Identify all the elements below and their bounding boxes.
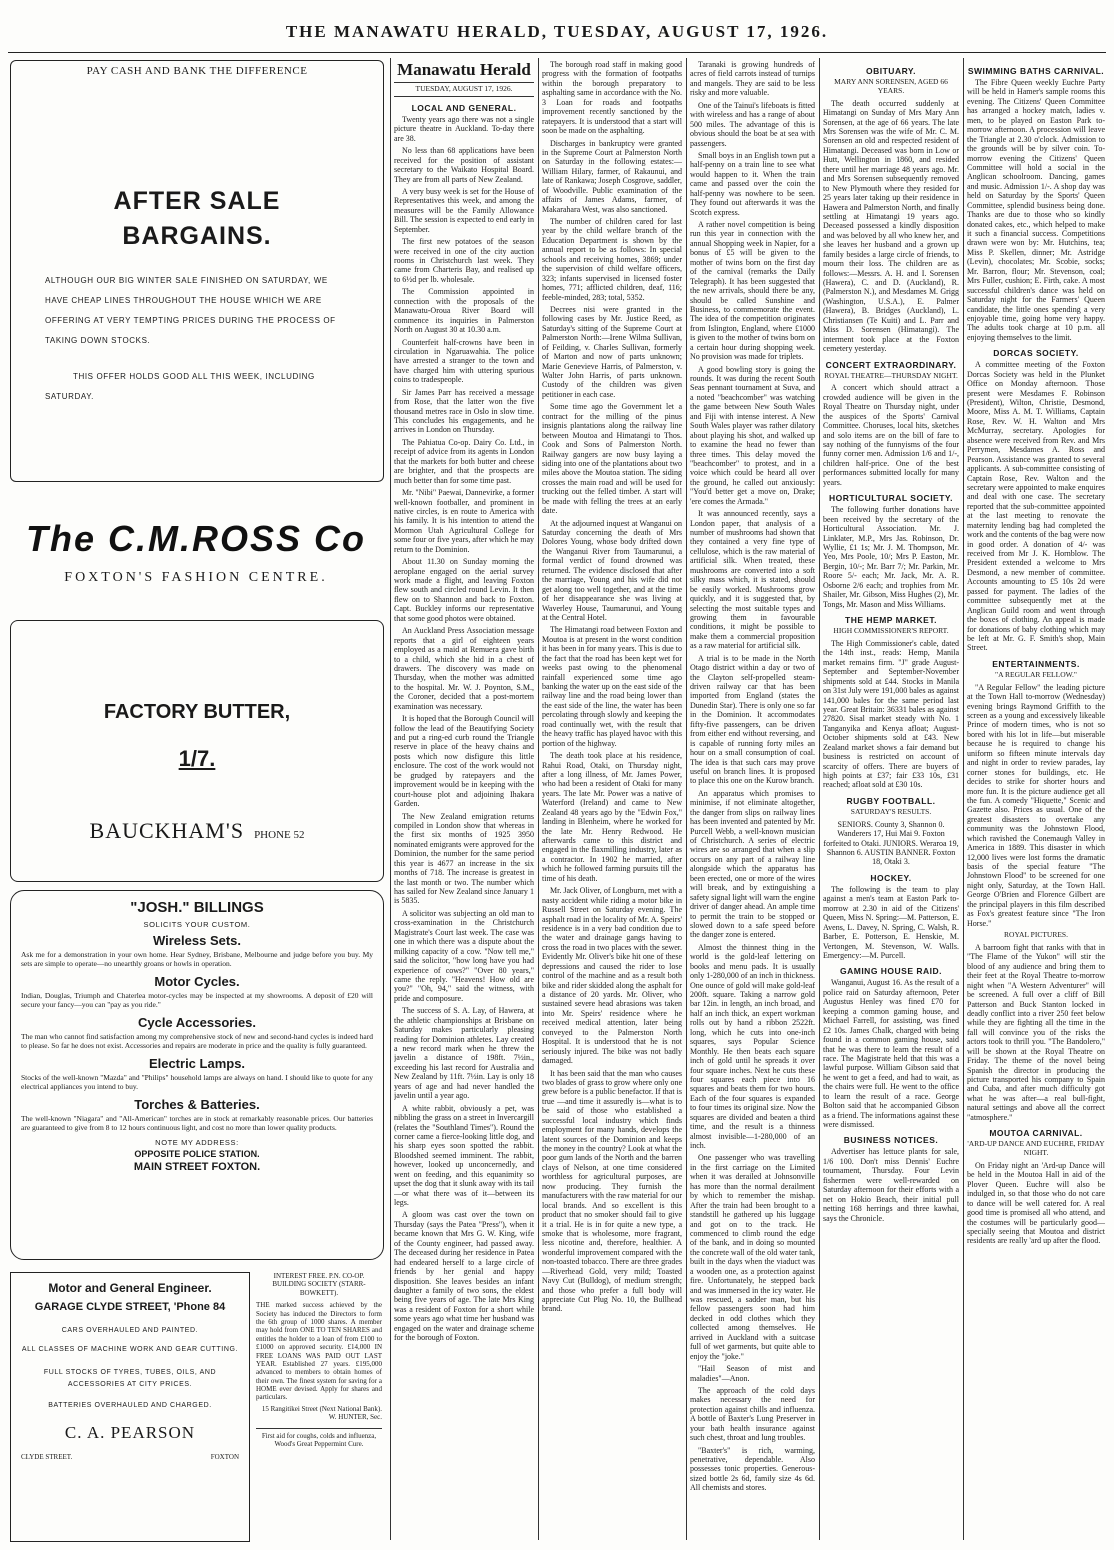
after-sale-body: ALTHOUGH OUR BIG WINTER SALE FINISHED ON SATURDAY, WE HAVE CHEAP LINES THROUGHOUT THE HOUSE WHICH WE ARE OFFERING AT VERY TEMPTING PRICES DURING THE PROCESS OF TAKING DOWN STOCKS. — [45, 276, 336, 345]
wireless-head: Wireless Sets. — [152, 933, 242, 948]
wireless-body: Ask me for a demonstration in your own home. Hear Sydney, Brisbane, Melbourne and judge before you buy. My sets are simple to operate—no unearthly groans or howls in operation. — [21, 950, 373, 968]
after-sale-title-2: BARGAINS. — [122, 222, 272, 250]
column-news-5 — [967, 60, 1105, 1542]
swimming-head: SWIMMING BATHS CARNIVAL. — [967, 66, 1105, 76]
column-news-2 — [542, 60, 682, 1542]
news-paragraph: Almost the thinnest thing in the world is the gold-leaf lettering on books and menu pads. It is usually only 1-280,000 of an inch in thickness. One ounce of gold will make gold-leaf 200ft. square. Taking a narrow gold bar 12in. in length, an inch broad, and half an inch thick, an expert workman rolls out by hand a ribbon 2522ft. long, which he cuts into one-inch squares, says Popular Science Monthly. He then beats each square inch of gold until he spreads it over four square inches. Next he cuts these four squares each piece into 16 squares and beats them for two hours. Each of the four squares is expanded to four times its original size. Now the squares are divided and beaten a third time, and the result is a thinness almost invisible—1-280,000 of an inch. — [690, 942, 815, 1150]
news-paragraph: One passenger who was travelling in the first carriage on the Limited when it was derailed at Johnsonville has more than the normal derailment by which to remember the mishap. After the train had been brought to a standstill he gathered up his luggage and got on to the track. He commenced to climb round the edge of the bank, and in doing so mounted the concrete wall of the old water tank, built in the days when the viaduct was a wooden one, as a protection against fire. Unfortunately, he stepped back and was immersed in the icy water. He was rescued, a sadder man, but his fellow passengers soon had him decked in odd clothes which they collected among themselves. He arrived in Auckland with a suitcase full of wet garments, but quite able to enjoy the "joke." — [690, 1153, 815, 1361]
motor-eng-left: CLYDE STREET. — [21, 1452, 73, 1461]
news-paragraph: Mr. "Nibi" Paewai, Dannevirke, a former well-known footballer, and prominent in native circles, is en route to America with his family. It is his intention to attend the Mormon Utah Agricultural College for some four or five years, after which he may return to the Dominion. — [394, 488, 534, 554]
news-paragraph: About 11.30 on Sunday morning the aeroplane engaged on the aerial survey work made a flight, and leaving Foxton flew south and circled round Levin. It then flew on to Shannon and back to Foxton. Capt. Buckley informs our representative that some good photos were obtained. — [394, 557, 534, 623]
motor-engineer-ad — [10, 1272, 250, 1542]
josh-addr-2: OPPOSITE POLICE STATION. — [134, 1149, 260, 1159]
swimming-body: The Fibre Queen weekly Euchre Party will be held in Hamer's sample rooms this evening. The Citizens' Queen Committee has arranged a hockey match, ladies v. men, to be played on Easton Park to-morrow afternoon. A procession will leave the Triangle at 2.30 o'clock. Admission to the grounds will be by silver coin. To-morrow evening the Citizens' Queen Committee will hold a social in the Anglican schoolroom. Dancing, games and music. Admission 1/-. A shop day was held on Saturday by the Sports' Queen Committee, splendid business being done. Thanks are due to those who so kindly donated cakes, etc., which helped to make it such a financial success. Competitions drawn were won by: Mr. Hutchins, tea; Miss P. Skellen, dinner; Mr. Astridge (Levin), chocolates; Mr. Scobie, socks; Mr. Barron, flour; Mr. Stevenson, coal; Mrs Fuller, cushion; E. Firth, cake. A most successful children's dance was held on Saturday night for the Farmers' Queen candidate, the little ones spending a very enjoyable time, going home very happy. The adults took charge at 10 p.m. all enjoying themselves to the limit. — [967, 78, 1105, 342]
coop-addr: 15 Rangitikei Street (Next National Bank). — [261, 1404, 382, 1413]
obituary-body: The death occurred suddenly at Himatangi on Sunday of Mrs Mary Ann Sorensen, at the age of 66 years. The late Mrs Sorensen was the wife of Mr. C. M. Sorensen an old and respected resident of Himatangi. Deceased was born in Low or Hutt, Wellington in 1860, and resided there until her marriage 48 years ago. Mr. and Mrs Sorensen subsequently removed to New Plymouth where they resided for 25 years later taking up their residence in Hawera and Palmerston North, and finally settling at Himatangi 19 years ago. Deceased possessed a kindly disposition and was beloved by all who knew her, and she leaves her husband and a grown up family besides a large circle of friends, to mourn their loss. The children are as follows:—Messrs. A. H. and I. Sorensen (Hawera), C. and D. (Auckland), R. (Palmerston N.), and Mesdames M. Grigg (Washington, U.S.A.), E. Palmer (Hawera), B. Bridges (Auckland), L. Christiansen (Te Kuiti) and L. Parr and Miss D. Sorensen (Himatangi). The interment took place at the Foxton cemetery yesterday. — [823, 98, 959, 354]
horticultural-body: The following further donations have been received by the secretary of the Horticultural Association. Mr. J. Linklater, M.P., Mrs Jas. Robinson, Dr. Wyllie, £1 1s; Mr. J. M. Thompson, Mr. Yeo, Mrs Poole, 10/; Mrs P. Easton, Mr. Bergin, 10/-; Mr. Barr 7/; Mr. Parkin, Mr. Roore 5/- each; Mr. Jack, Mr. A. R. Osborne 2/6 each; and trophies from Mr. Shailer, Mr. Gibson, Miss Hughes (2), Mr. Tongs, Mr. Mason and Miss Williams. — [823, 505, 959, 609]
business-body: Advertiser has lettuce plants for sale, 1/6 100. Don't miss Dennis' Euchre tournament, Thursday. Four Levin fishermen were well-rewarded on Saturday afternoon for their efforts with a net on Hokio Beach, their initial pull netting 168 herrings and three kawhai, says the Chronicle. — [823, 1147, 959, 1223]
ad-column — [10, 60, 385, 1540]
butter-ad — [10, 620, 384, 882]
motor-eng-garage: GARAGE CLYDE STREET, 'Phone 84 — [34, 1301, 226, 1313]
news-paragraph: A gloom was cast over the town on Thursday (says the Patea "Press"), when it became known that Mrs G. W. King, wife of the County engineer, had passed away. The deceased during her residence in Patea had endeared herself to a large circle of friends by her genial and happy disposition. She leaves besides an infant daughter a family of two sons, the eldest being five years of age. The late Mrs King was a resident of Foxton for a short while some years ago what time her husband was engaged on the water and drainage scheme for the borough of Foxton. — [394, 1210, 534, 1343]
news-paragraph: A rather novel competition is being run this year in connection with the annual Shopping week in Napier, for a bonus of £5 will be given to the mother of twins born on the first day of the carnival (remarks the Daily Telegraph). It has been suggested that the new arrivals, should there be any, should be called Sunshine and Business, to commemorate the event. The idea of the competition originates from Islington, England, where £1000 is given to the mother of twins born on a certain hour during shopping week. No provision was made for triplets. — [690, 220, 815, 362]
hemp-sub: HIGH COMMISSIONER'S REPORT. — [833, 626, 949, 636]
motor-eng-title: Motor and General Engineer. — [48, 1281, 212, 1295]
local-general-head: LOCAL AND GENERAL. — [411, 102, 517, 113]
news-paragraph: An apparatus which promises to minimise, if not eliminate altogether, the danger from slips on railway lines has been invented and patented by Mr. Purcell Webb, a well-known musician of Christchurch. A series of electric wires are so arranged that when a slip occurs on any part of a railway line alongside which the apparatus has been erected, one or more of the wires will break, and by extinguishing a safety signal light will warn the engine driver of danger ahead. An ample time to permit the train to be stopped or slowed down to a safe speed before the danger zone is entered. — [690, 788, 815, 940]
news-paragraph: "Baxter's" is rich, warming, penetrative, dependable. Also possesses tonic properties. Generous-sized bottle 2s 6d, family size 4s 6d. All chemists and stores. — [690, 1445, 815, 1493]
josh-addr-1: NOTE MY ADDRESS: — [155, 1138, 239, 1147]
entertainments-sub: "A REGULAR FELLOW." — [995, 669, 1077, 679]
news-paragraph: The success of S. A. Lay, of Hawera, at the athletic championships at Brisbane on Saturday makes particularly pleasing reading for Dominion athletes. Lay created a new record mark when he threw the javelin a distance of 198ft. 7½in., exceeding his last record for Australia and New Zealand by 11ft. 7½in. Lay is only 18 years of age and had never handled the javelin until a year ago. — [394, 1006, 534, 1101]
news-paragraph: It was announced recently, says a London paper, that analysis of a number of mushrooms had shown that they contained a very fine type of cellulose, which is the raw material of artificial silk. When treated, these mushrooms are converted into a soft silky mass which, it is stated, should be easily worked. Mushrooms grow quickly, and it is suggested that, by selecting the most suitable types and growing them in favourable conditions, it might be possible to make them a commercial proposition as a raw material for artificial silk. — [690, 509, 815, 651]
rugby-body: SENIORS. County 3, Shannon 0. Wanderers 17, Hui Mai 9. Foxton forfeited to Otaki. JUNIORS. Weraroa 19, Shannon 6. AUSTIN BANNER. Foxton 18, Otaki 3. — [823, 819, 959, 867]
concert-head: CONCERT EXTRAORDINARY. — [825, 359, 957, 370]
news-paragraph: One of the Tainui's lifeboats is fitted with wireless and has a range of about 500 miles. The advantage of this is obvious should the boat be at sea with passengers. — [690, 100, 815, 148]
carnival-body: On Friday night an 'Ard-up Dance will be held in the Moutoa Hall in aid of the Plover Queen. Euchre will also be indulged in, so that those who do not care to dance will be well catered for. A real good time is promised all who attend, and the costumes will be particularly good—specially seeing that Moutoa and district residents are really 'ard up after the flood. — [967, 1160, 1105, 1246]
butter-shop: BAUCKHAM'S — [89, 818, 245, 843]
dorcas-body: A committee meeting of the Foxton Dorcas Society was held in the Plunket Office on Monday afternoon. Those present were Mesdames F. Robinson (President), Wilton, Christie, Desmond, Moore, Miss A. M. T. Williams, Captain Rose, Rev. W. H. Walton and Mrs McMurray, secretary. Apologies for absence were received from Rev. and Mrs Perrymen, Mesdames A. Ross and Pearson. Assistance was granted to several applicants. A sub-committee consisting of Captain Rose, Rev. Walton and the secretary were appointed to make enquires and deal with one case. The secretary reported that the sub-committee appointed at the last meeting to renovate the maternity lending bag had completed the work and the contents of the bag were now in good order. A donation of 4/- was received from Mr J. K. Hornblow. The President extended a welcome to Mrs Desmond, a new member of committee. Accounts amounting to £5 10s 2d were passed for payment. The ladies of the committee subsequently met at the Anglican Guild room and went through the boxes of clothing. An appeal is made for donations of baby clothing which may be left at Mr. G. F. Smith's shop, Main Street. — [967, 360, 1105, 653]
motor-eng-line-6: BATTERIES OVERHAULED AND CHARGED. — [48, 1401, 212, 1409]
after-sale-ad — [10, 60, 384, 482]
motor-eng-line-4: ALL CLASSES OF MACHINE WORK AND GEAR CUTTING. — [21, 1346, 239, 1353]
ross-logo-ad — [10, 518, 382, 608]
after-sale-title: AFTER SALE — [113, 187, 281, 215]
news-3-body — [690, 60, 815, 1493]
lamps-head: Electric Lamps. — [148, 1056, 246, 1071]
josh-billings-ad — [10, 890, 384, 1260]
column-divider — [819, 58, 820, 1540]
carnival-head: MOUTOA CARNIVAL. — [989, 1128, 1083, 1139]
news-paragraph: The first new potatoes of the season were received in one of the city auction rooms in Christchurch last week. They came from Charteris Bay, and realised up to 6½d per lb. wholesale. — [394, 237, 534, 284]
butter-phone: PHONE 52 — [254, 829, 305, 841]
torches-body: The well-known "Niagara" and "All-American" torches are in stock at remarkably reasonable prices. Our batteries are guaranteed to give from 8 to 12 hours continuous light, and cost no more than lower quality products. — [21, 1114, 373, 1132]
lamps-body: Stocks of the well-known "Mazda" and "Philips" household lamps are always on hand. I should like to quote for any electrical appliances you intend to buy. — [21, 1073, 373, 1091]
coop-ad — [256, 1272, 382, 1540]
news-paragraph: The approach of the cold days makes necessary the need for protection against chills and influenza. A bottle of Baxter's Lung Preserver in your bath health insurance against such chest, throat and lung troubles. — [690, 1385, 815, 1443]
column-divider — [390, 58, 391, 1540]
coughs-ad: First aid for coughs, colds and influenza, Wood's Great Peppermint Cure. — [256, 1428, 382, 1449]
news-paragraph: An Auckland Press Association message reports that a girl of eighteen years employed as a maid at Remuera gave birth to a child, which she hid in a chest of drawers. The discovery was made on Thursday, when the mother was admitted to the hospital. Mr. W. J. Poynton, S.M., the Coroner, decided that a post-mortem examination was necessary. — [394, 626, 534, 711]
torches-head: Torches & Batteries. — [134, 1097, 260, 1112]
josh-addr-3: MAIN STREET FOXTON. — [133, 1161, 261, 1173]
news-paragraph: Small boys in an English town put a half-penny on a train line to see what would happen to it. When the train came and passed over the coin the half-penny was nowhere to be seen. They found out afterwards it was the Scotch express. — [690, 150, 815, 217]
entertainments-head: ENTERTAINMENTS. — [992, 658, 1080, 669]
gaming-head: GAMING HOUSE RAID. — [839, 966, 943, 977]
butter-title: FACTORY BUTTER, — [103, 701, 291, 723]
news-paragraph: Some time ago the Government let a contract for the milling of the pinus insignis plantations along the railway line between Moutoa and Himatangi to Thos. Cook and Sons of Palmerston North. Railway gangers are now busy laying a siding into one of the plantations about two miles above the Moutoa station. The siding crosses the main road and will be used for trucking out the felled timber. A start will be made with felling the trees at an early date. — [542, 402, 682, 516]
entertainments-body: "A Regular Fellow" the leading picture at the Town Hall to-morrow (Wednesday) evening brings Raymond Griffith to the screen as a young and excessively likeable Prince of modern times, who is not so bored with his lot in life—but miserable because he is required to change his uniform so fifteen minute intervals day and night in order to review parades, lay corner stones for buildings, etc. He decides to strike for shorter hours and more fun. It is the picture audience get all the fun. A comedy "Hiquette," Scenic and Gazette also. Prices as usual. One of the greatest disasters to overtake any community was the Johnstown Flood, which ravished the Conemaugh Valley in America in 1889. This disaster in which 12,000 lives were lost forms the dramatic basis of the special feature "The Johnstown Flood" to be screened for one night only, Saturday, at the Town Hall. George O'Brien and Florence Gilbert are the principal players in this film described as Fox's greatest feature since "The Iron Horse." — [967, 682, 1105, 928]
news-paragraph: The Commission appointed in connection with the proposals of the Manawatu-Oroua River Board will commence its inquiries in Palmerston North on August 30 at 10.30 a.m. — [394, 287, 534, 335]
news-paragraph: The borough road staff in making good progress with the formation of footpaths within the borough preparatory to asphalting same in accordance with the No. 3 Loan for roads and footpaths improvement recently sanctioned by the ratepayers. It is understood that a start will soon be made on the asphalting. — [542, 60, 682, 136]
column-local-news — [394, 60, 534, 1542]
news-paragraph: A trial is to be made in the North Otago district within a day or two of the Clayton self-propelled steam-driven railway car that has been imported from England (states the Dunedin Star). There is only one so far in the Dominion. It accommodates fifty-five passengers, can be driven from either end without reversing, and is capable of running forty miles an hour on a small consumption of coal. The idea is that such cars may prove useful on branch lines. It is proposed to place this one on the Kurow branch. — [690, 653, 815, 786]
banner-text: PAY CASH AND BANK THE DIFFERENCE — [86, 65, 308, 77]
news-paragraph: Counterfeit half-crowns have been in circulation in Ngaruawahia. The police have arrested a stranger to the town and have charged him with uttering spurious coins to tradespeople. — [394, 337, 534, 385]
news-paragraph: At the adjourned inquest at Wanganui on Saturday concerning the death of Mrs Dolores Young, whose body drifted down the Wanganui River from Taumarunui, a formal verdict of found drowned was returned. The evidence disclosed that after the marriage, Young and his wife did not get along too well together, and at the time of her disappearance she was living at Waverley House, Taumarunui, and Young at the Central Hotel. — [542, 518, 682, 622]
column-news-4 — [823, 60, 959, 1542]
news-paragraph: The New Zealand emigration returns compiled in London show that whereas in the first six months of 1925 3950 nominated emigrants were approved for the Dominion, the number for the same period this year is 4677 an increase in the six months of 718. The increase is greatest in the last month or two. The number which has sailed for New Zealand since January 1 is 5835. — [394, 811, 534, 906]
news-paragraph: The death took place at his residence, Rahui Road, Otaki, on Thursday night, after a long illness, of Mr. James Power, who had been a resident of Otaki for many years. The late Mr. Power was a native of Waterford (Ireland) and came to New Zealand 48 years ago by the "Edwin Fox," landing in Blenheim, where he worked for the late Mr. Henry Redwood. He afterwards came to this district and engaged in the flaxmilling industry, later as a contractor. In 1902 he married, after which he followed farming pursuits till the time of his death. — [542, 751, 682, 883]
cycle-head: Cycle Accessories. — [137, 1015, 257, 1030]
news-paragraph: Discharges in bankruptcy were granted in the Supreme Court at Palmerston North on Saturday in the following estates:—William Hilary, farmer, of Rakaunui, and late of Rankawa; Joseph Cosgrove, saddler, of Woodville. Public examination of the affairs of James Adams, farmer, of Makarahara West, was also sanctioned. — [542, 138, 682, 214]
news-paragraph: Taranaki is growing hundreds of acres of field carrots instead of turnips and mangels. They are said to be less risky and more valuable. — [690, 60, 815, 98]
motor-eng-line-5: FULL STOCKS OF TYRES, TUBES, OILS, AND ACCESSORIES AT CITY PRICES. — [43, 1368, 217, 1389]
rugby-sub: SATURDAY'S RESULTS. — [850, 806, 932, 816]
coop-sec: W. HUNTER, Sec. — [328, 1413, 382, 1422]
news-paragraph: Twenty years ago there was not a single picture theatre in Auckland. To-day there are 38. — [394, 114, 534, 143]
gaming-body: Wanganui, August 16. As the result of a police raid on Saturday afternoon, Peter Augustus Henley was fined £70 for keeping a common gaming house, and Michael Farrell, for assisting, was fined £2 10s. James Chalk, charged with being found in a common gaming house, said that he was there to learn the result of a race. The Magistrate held that this was a lawful purpose. William Gibson said that he went to get a feed, and had to wait, as the chairs were full. He went to the office to learn the result of a race. George Bolton said that he accompanied Gibson as a friend. The informations against these were dismissed. — [823, 978, 959, 1130]
local-news-body — [394, 115, 534, 1343]
motor-head: Motor Cycles. — [154, 974, 240, 989]
hemp-body: The High Commissioner's cable, dated the 14th inst., reads: Hemp, Manila market remains firm. "J" grade August-September and September-November shipments sold at £44. Stocks in Manila on 31st July were 191,000 bales as against 141,000 bales for the same period last year. Great Britain: 36331 bales as against 27820. Sisal market steady with No. 1 Tanganyika and Kenya afloat; August-October shipments sold at £43. New Zealand market shows a fair demand but business is restricted on account of scarcity of offers. There are buyers of high points at £37; fair £33 10s, £31 reached; afloat sold at £30 10s. — [823, 638, 959, 790]
news-paragraph: Sir James Parr has received a message from Rose, that the latter won the five thousand metres race in Oslo in slow time. This concludes his engagements, and he arrives in London on Thursday. — [394, 387, 534, 435]
news-paragraph: A solicitor was subjecting an old man to cross-examination in the Christchurch Magistrate's Court last week. The case was one in which there was a dispute about the milking capacity of a cow. "Now tell me," said the solicitor, "how long have you had experience of cows?" "Over 80 years," came the reply. "Heavens! How old are you?" "Oh, 94," said the witness, with pride and composure. — [394, 908, 534, 1003]
column-divider — [538, 58, 539, 1540]
concert-sub: ROYAL THEATRE—THURSDAY NIGHT. — [824, 370, 958, 380]
butter-price: 1/7. — [178, 746, 216, 771]
coop-head: INTEREST FREE. P.N. CO-OP. BUILDING SOCIETY (STARR-BOWKETT). — [272, 1272, 366, 1297]
masthead: THE MANAWATU HERALD, TUESDAY, AUGUST 17, 1926. — [285, 22, 829, 41]
obituary-head: OBITUARY. — [866, 66, 916, 76]
news-paragraph: Decrees nisi were granted in the following cases by Mr. Justice Reed, as Saturday's sitting of the Supreme Court at Palmerston North:—Irene Wilma Sullivan, of Feilding, v. Charles Sullivan, formerly of Marton and now of parts unknown; Marie Genevieve Harris, of Palmerston, v. Walter John Harris, of parts unknown. Custody of the children was given petitioner in each case. — [542, 304, 682, 399]
rugby-head: RUGBY FOOTBALL. — [846, 795, 936, 806]
business-head: BUSINESS NOTICES. — [843, 1135, 939, 1146]
paper-nameplate: Manawatu Herald — [397, 60, 531, 79]
news-paragraph: "Hail Season of mist and maladies"—Anon. — [690, 1364, 815, 1383]
motor-eng-name: C. A. PEARSON — [64, 1422, 196, 1442]
column-divider — [963, 58, 964, 1540]
after-sale-offer: THIS OFFER HOLDS GOOD ALL THIS WEEK, INCLUDING SATURDAY. — [45, 372, 315, 401]
news-paragraph: Mr. Jack Oliver, of Longburn, met with a nasty accident while riding a motor bike in Russell Street on Saturday evening. The asphalt road in the locality of Mr. A. Speirs' residence is in a very bad condition due to the water and drainage gangs having to cross the road in two places with the sewer. Evidently Mr. Oliver's bike hit one of these depressions and caused the rider to lose control of the machine and as a result both bike and rider skidded along the asphalt for a distance of 20 yards. Mr. Oliver, who sustained severe head abrasions was taken into Mr. Speirs' residence where he received medical attention, later being conveyed to the Palmerston North Hospital. It is understood that he is not seriously injured. The bike was not badly damaged. — [542, 886, 682, 1066]
news-paragraph: The number of children cared for last year by the child welfare branch of the Education Department is shown by the annual report to be as follows: In special schools and receiving homes, 3869; under the supervision of child welfare officers, 323; infants supervised in licensed foster homes, 771; afflicted children, deaf, 116; feeble-minded, 283; total, 5352. — [542, 217, 682, 302]
dorcas-head: DORCAS SOCIETY. — [993, 348, 1079, 359]
motor-eng-right: FOXTON — [210, 1452, 239, 1461]
news-paragraph: It is hoped that the Borough Council will follow the lead of the Beautifying Society and put a ring-ed curb round the Triangle reserve in place of the heavy chains and posts which now disfigure this little enclosure. The cost of the work would not be grudged by ratepayers and the improvement would be in keeping with the court-house plot and adjoining Ihakara Garden. — [394, 714, 534, 809]
motor-eng-line-3: CARS OVERHAULED AND PAINTED. — [61, 1327, 199, 1334]
hockey-head: HOCKEY. — [870, 872, 912, 883]
cycle-body: The man who cannot find satisfaction among my comprehensive stock of new and second-hand cycles is indeed hard to please. So far he does not exist. Accessories and repairs are moderate in price and the quality is fully guaranteed. — [21, 1032, 373, 1050]
josh-title: "JOSH." BILLINGS — [130, 899, 264, 916]
news-paragraph: The Himatangi road between Foxton and Moutoa is at present in the worst condition it has been in for many years. This is due to the fact that the road has been kept wet for weeks past owing to the phenomenal rainfall experienced some time ago banking the water up on the east side of the railway line and the road being lower than the east side of the line, the water has been percolating through slowly and keeping the road continually wet, with the result that the heavy traffic has played havoc with this portion of the highway. — [542, 625, 682, 748]
news-paragraph: A very busy week is set for the House of Representatives this week, and among the measures will be the Family Allowance Bill. The session is expected to end early in September. — [394, 186, 534, 234]
news-paragraph: A good bowling story is going the rounds. It was during the recent South Seas pennant tournament at Suva, and a noted "beachcomber" was watching the game between New South Wales and Fiji with intense interest. A New South Wales player was rather dilatory about playing his shot, and walked up to examine the head no fewer than three times. This delay moved the "beachcomber" to protest, and in a voice which could be heard all over the ground, he called out anxiously: "You'd better get a move on, Drake; 'ere comes the Armada." — [690, 364, 815, 506]
motor-body: Indian, Douglas, Triumph and Chaterlea motor-cycles may be inspected at my showrooms. A deposit of £20 will secure your fancy—you can "pay as you ride." — [21, 991, 373, 1009]
hockey-body: The following is the team to play against a men's team at Easton Park to-morrow at 2.30 in aid of the Citizens' Queen, Miss N. Spring:—M. Patterson, E. Avens, L. Davey, N. Spring, C. Walsh, R. Barber, E. Potterson, E. Henskie, M. Vertongen, M. Stevenson, W. Walls. Emergency:—M. Purcell. — [823, 884, 959, 960]
news-paragraph: A white rabbit, obviously a pet, was nibbling the grass on a street in Invercargill (relates the "Southland Times"). Round the corner came a fierce-looking little dog, and his sharp eyes soon spotted the rabbit. Bloodshed seemed imminent. The rabbit, however, looked up unconcernedly, and went on feeding, and this equanimity so upset the dog that it slunk away with its tail—or what there was of it—between its legs. — [394, 1103, 534, 1208]
coop-body: THE marked success achieved by the Society has induced the Directors to form the 6th group of 1000 shares. A member may hold from ONE TO TEN SHARES and entitles the holder to a loan of from £100 to £1000 on approved security. £14,000 IN FREE LOANS WAS PAID OUT LAST YEAR. Established 27 years. £195,000 advanced to members to obtain homes of their own. The finest system for saving for a HOME ever devised. Apply for shares and particulars. — [256, 1301, 382, 1402]
carnival-sub: 'ARD-UP DANCE AND EUCHRE, FRIDAY NIGHT. — [967, 1139, 1105, 1158]
news-paragraph: No less than 68 applications have been received for the position of assistant secretary to the Waikato Hospital Board. They are from all parts of New Zealand. — [394, 146, 534, 184]
josh-sub: SOLICITS YOUR CUSTOM. — [143, 920, 251, 929]
news-2-body — [542, 60, 682, 1314]
ross-tagline: FOXTON'S FASHION CENTRE. — [64, 570, 328, 585]
concert-body: A concert which should attract a crowded audience will be given in the Royal Theatre on Thursday night, under the auspices of the Sports' Carnival Committee. Choruses, local hits, sketches and solo items are on the bill of fare to say nothing of the funnyisms of the four funny corner men. Admission 1/6 and 1/-, children half-price. One of the best performances submitted locally for many years. — [823, 383, 959, 487]
royal-pictures-body: A barroom fight that ranks with that in "The Flame of the Yukon" will stir the blood of any audience and bring them to their feet at the Royal Theatre to-morrow night when "A Western Adventurer" will be screened. A full over a cliff of Bill Patterson and Buck Stanton locked in deadly conflict into a river 250 feet below while they are fighting all the time in the fall will convince you of the risks the actors took to thrill you. "The Bandolero," will be shown at the Royal Theatre on Friday. The theme of the novel being Spanish the director in producing the picture transported his company to Spain and Cuba, and after much difficulty got what he was after—a real bull-fight, natural settings and above all the correct "atmosphere." — [967, 942, 1105, 1122]
news-paragraph: It has been said that the man who causes two blades of grass to grow where only one grew before is a public benefactor. If that is true —and time it assuredly is—what is to be said of those who established a successful local industry which finds employment for many hands, develops the latent sources of the Dominion and keeps the money in the country? Look at what the poor gum lands of the North and the barren clays of Nelson, at one time considered worthless for agricultural purposes, are now producing. They furnish the manufacturers with the raw material for our local brands. And so excellent is this product that no smoker should fail to give it a trial. He is in for quite a new type, a smoke that is wholesome, more fragrant, less nicotine and, therefore, healthier. A wonderful improvement compared with the non-toasted tobacco. There are three grades—Riverhead Gold, very mild; Toasted Navy Cut (Bulldog), of medium strength; and those who prefer a full body will appreciate Cut Plug No. 10, the Bullhead brand. — [542, 1068, 682, 1314]
obituary-sub: MARY ANN SORENSEN, AGED 66 YEARS. — [834, 77, 948, 95]
ross-logo: The C.M.ROSS Co — [25, 518, 366, 559]
column-divider — [686, 58, 687, 1540]
masthead-rule — [8, 52, 1106, 53]
paper-date: TUESDAY, AUGUST 17, 1926. — [394, 82, 534, 97]
horticultural-head: HORTICULTURAL SOCIETY. — [828, 493, 954, 504]
royal-pictures-sub: ROYAL PICTURES. — [1004, 930, 1068, 940]
column-news-3 — [690, 60, 815, 1542]
hemp-head: THE HEMP MARKET. — [845, 615, 937, 626]
news-paragraph: The Pahiatua Co-op. Dairy Co. Ltd., in receipt of advice from its agents in London that the markets for both butter and cheese are brighter, and that the prospects are much better than for some time past. — [394, 437, 534, 485]
